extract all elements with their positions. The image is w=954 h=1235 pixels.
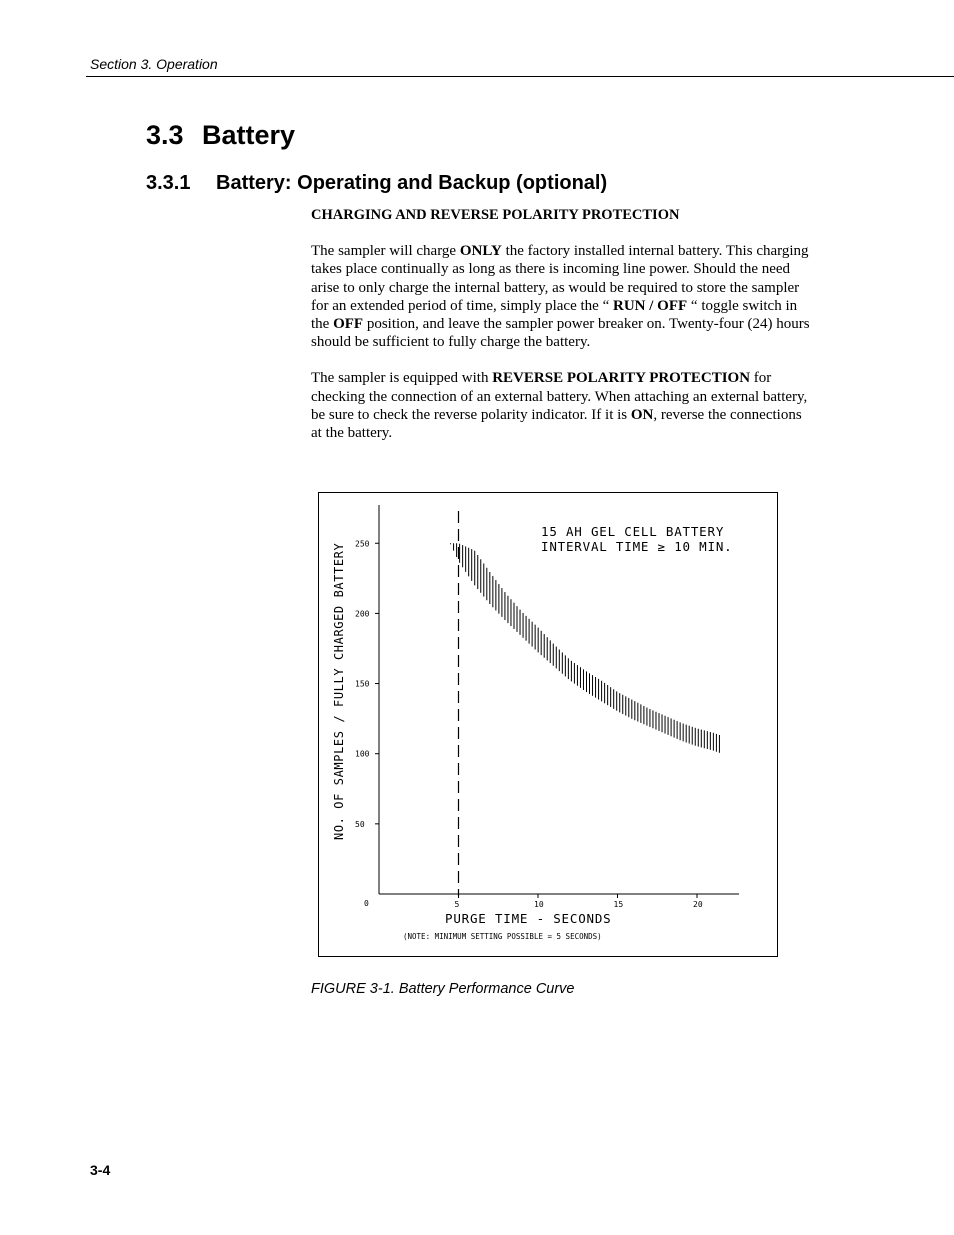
paragraph-polarity	[311, 369, 811, 442]
performance-band	[451, 543, 720, 753]
bold-run: ON	[630, 406, 654, 423]
bold-run: RUN / OFF	[612, 297, 688, 314]
origin-label: 0	[364, 899, 369, 908]
chart-ylabel: NO. OF SAMPLES / FULLY CHARGED BATTERY	[332, 542, 346, 840]
chart-title: 15 AH GEL CELL BATTERY	[541, 524, 725, 539]
running-header: Section 3. Operation	[90, 56, 218, 72]
subsection-number: 3.3.1	[146, 172, 191, 194]
bold-run: ONLY	[459, 243, 502, 260]
section-heading	[146, 120, 295, 151]
section-title: Battery	[202, 120, 296, 150]
y-tick-label: 150	[355, 679, 370, 689]
figure-frame	[318, 492, 778, 957]
chart-subtitle: INTERVAL TIME ≥ 10 MIN.	[541, 539, 733, 554]
chart-xlabel: PURGE TIME - SECONDS	[445, 911, 612, 926]
bold-run: OFF	[333, 316, 364, 333]
body-column	[311, 206, 811, 460]
section-number: 3.3	[146, 120, 184, 150]
text-run: for checking the connection of an external battery. When attaching an external battery, be sure to check the reverse polarity indicator. If it is	[311, 370, 808, 423]
battery-performance-chart	[319, 493, 779, 958]
y-tick-label: 200	[355, 609, 370, 619]
text-run: , reverse the connections at the battery.	[311, 406, 802, 442]
x-tick-label: 5	[454, 900, 460, 909]
y-tick-label: 50	[355, 819, 365, 829]
text-run: position, and leave the sampler power breaker on. Twenty-four (24) hours should be sufficient to fully charge the battery.	[311, 316, 810, 351]
text-run: “ toggle switch in the	[311, 297, 798, 333]
page-number: 3-4	[90, 1162, 111, 1178]
subsection-heading	[146, 172, 607, 195]
x-tick-label: 10	[534, 900, 544, 909]
x-tick-label: 20	[693, 900, 703, 909]
bold-run: REVERSE POLARITY PROTECTION	[492, 370, 751, 387]
text-run: The sampler will charge	[311, 243, 460, 260]
x-tick-label: 15	[613, 900, 624, 909]
header-rule	[86, 76, 954, 77]
x-ticks	[455, 894, 703, 909]
y-tick-label: 250	[355, 539, 370, 549]
charging-subheading: CHARGING AND REVERSE POLARITY PROTECTION	[311, 207, 680, 223]
paragraph-charging	[311, 242, 811, 351]
chart-note: (NOTE: MINIMUM SETTING POSSIBLE = 5 SECONDS)	[403, 932, 602, 941]
y-tick-label: 100	[355, 749, 370, 759]
text-run: The sampler is equipped with	[311, 370, 493, 387]
figure-caption: FIGURE 3-1. Battery Performance Curve	[311, 981, 575, 997]
text-run: the factory installed internal battery. This charging takes place continually as long as there is incoming line power. Should the need arise to only charge the internal battery, as would be required to store the sampler for an extended period of time, simply place the “	[311, 243, 809, 314]
subsection-title: Battery: Operating and Backup (optional)	[216, 172, 608, 194]
y-ticks	[355, 539, 379, 829]
